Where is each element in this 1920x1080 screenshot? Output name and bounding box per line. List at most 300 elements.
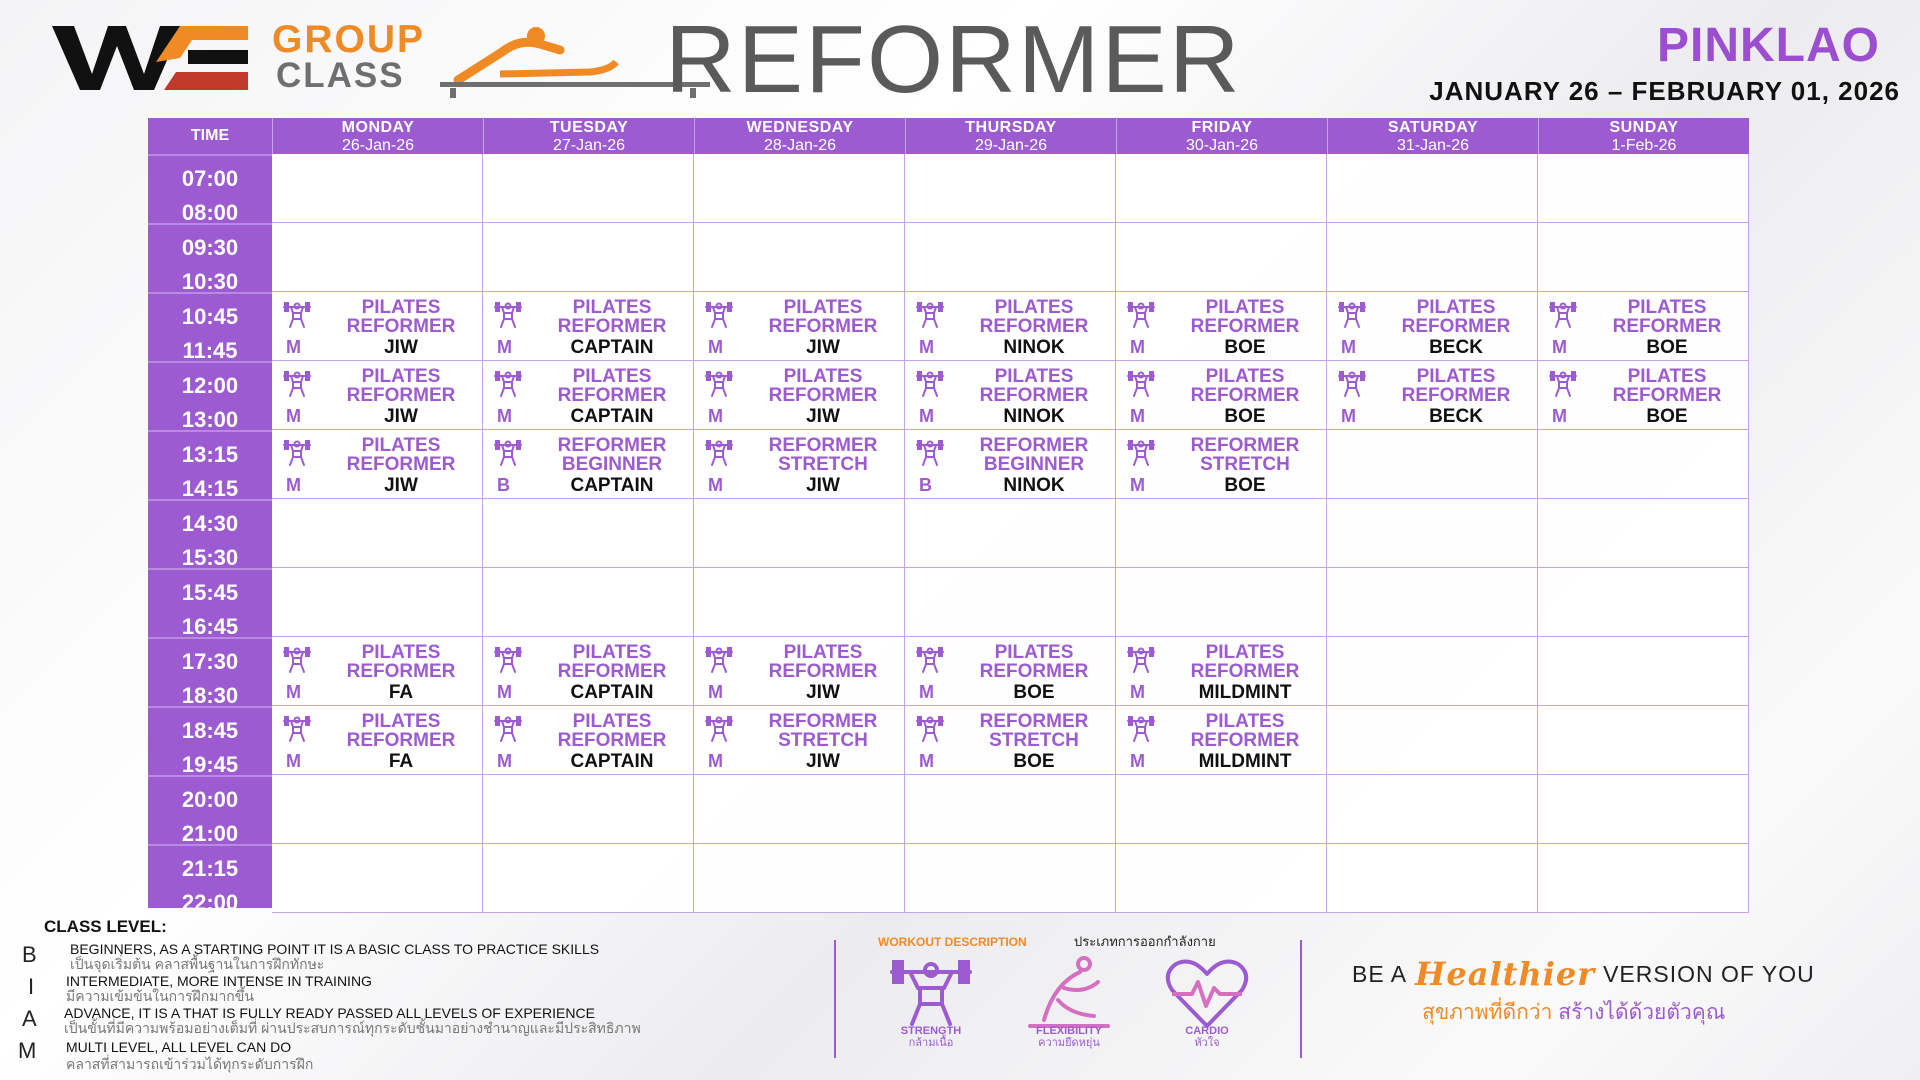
class-level-badge: M bbox=[497, 751, 512, 771]
empty-cell bbox=[905, 568, 1116, 637]
empty-cell bbox=[483, 499, 694, 568]
time-slot bbox=[148, 844, 272, 913]
strength-icon bbox=[282, 714, 312, 744]
coach-name: JIW bbox=[806, 475, 840, 496]
class-name-line1: PILATES bbox=[1416, 297, 1496, 318]
class-cell[interactable] bbox=[272, 637, 483, 706]
slot-start-time: 15:45 bbox=[181, 580, 239, 605]
class-level-badge: M bbox=[286, 475, 301, 495]
slogan-th-rest: สร้างได้ด้วยตัวคุณ bbox=[1558, 1001, 1726, 1024]
strength-icon bbox=[282, 300, 312, 330]
empty-cell bbox=[1327, 844, 1538, 913]
class-name-line2: REFORMER bbox=[1612, 316, 1722, 337]
we-logo-text: WE bbox=[52, 22, 54, 23]
time-slot bbox=[148, 568, 272, 637]
class-level-badge: M bbox=[1552, 337, 1567, 357]
empty-cell bbox=[1327, 637, 1538, 706]
time-slot bbox=[148, 292, 272, 361]
empty-cell bbox=[1538, 706, 1749, 775]
class-name-line1: PILATES bbox=[783, 297, 863, 318]
level-desc-th-b: เป็นจุดเริ่มต้น คลาสพื้นฐานในการฝึกทักษะ bbox=[70, 956, 325, 972]
class-cell[interactable] bbox=[694, 706, 905, 775]
time-slot bbox=[148, 775, 272, 844]
class-name-line1: REFORMER bbox=[979, 435, 1089, 456]
slot-end-time: 11:45 bbox=[182, 338, 238, 363]
level-letter-a: A bbox=[22, 1006, 37, 1031]
strength-icon bbox=[915, 369, 945, 399]
day-header-sunday bbox=[1538, 118, 1749, 154]
class-cell[interactable] bbox=[905, 637, 1116, 706]
level-desc-en-b: BEGINNERS, AS A STARTING POINT IT IS A BASIC CLASS TO PRACTICE SKILLS bbox=[70, 941, 600, 957]
class-cell[interactable] bbox=[483, 430, 694, 499]
class-cell[interactable] bbox=[1116, 430, 1327, 499]
strength-icon bbox=[493, 714, 523, 744]
slot-end-time: 13:00 bbox=[181, 407, 239, 432]
class-level-badge: M bbox=[497, 406, 512, 426]
empty-cell bbox=[272, 844, 483, 913]
empty-cell bbox=[1327, 568, 1538, 637]
class-cell[interactable] bbox=[272, 292, 483, 361]
level-desc-th-a: เป็นขั้นที่มีความพร้อมอย่างเต็มที่ ผ่านประสบการณ์ทุกระดับชั้นมาอย่างชำนาญและมีประสิทธิภาพ bbox=[64, 1020, 641, 1036]
empty-cell bbox=[694, 223, 905, 292]
class-name bbox=[1168, 712, 1322, 750]
empty-cell bbox=[272, 223, 483, 292]
empty-cell bbox=[483, 223, 694, 292]
footer bbox=[0, 910, 1920, 1080]
class-cell[interactable] bbox=[905, 706, 1116, 775]
day-date: 28-Jan-26 bbox=[763, 137, 837, 154]
empty-cell bbox=[1116, 499, 1327, 568]
slot-end-time: 16:45 bbox=[181, 614, 239, 639]
coach-name: JIW bbox=[384, 337, 418, 358]
cardio-label-th: หัวใจ bbox=[1194, 1037, 1220, 1049]
class-name-line1: PILATES bbox=[1205, 642, 1285, 663]
class-name-line2: REFORMER bbox=[346, 730, 456, 751]
class-name-line2: REFORMER bbox=[557, 385, 667, 406]
slogan-pre: BE A bbox=[1352, 961, 1408, 987]
class-name-line1: PILATES bbox=[994, 642, 1074, 663]
strength-icon bbox=[1548, 369, 1578, 399]
class-name-line2: REFORMER bbox=[1190, 385, 1300, 406]
class-cell[interactable] bbox=[272, 430, 483, 499]
empty-cell bbox=[1327, 430, 1538, 499]
date-range: JANUARY 26 – FEBRUARY 01, 2026 bbox=[1429, 76, 1900, 106]
class-name bbox=[957, 298, 1111, 336]
class-level-badge: M bbox=[708, 406, 723, 426]
slot-start-time: 17:30 bbox=[181, 649, 239, 674]
class-name-line2: REFORMER bbox=[557, 316, 667, 337]
time-slot bbox=[148, 154, 272, 223]
class-cell[interactable] bbox=[1327, 292, 1538, 361]
time-slot bbox=[148, 361, 272, 430]
class-name-line1: PILATES bbox=[361, 642, 441, 663]
slogan-th-highlight: สุขภาพที่ดีกว่า bbox=[1422, 1001, 1553, 1024]
strength-icon bbox=[886, 954, 976, 1032]
empty-cell bbox=[694, 844, 905, 913]
class-name-line1: PILATES bbox=[1627, 297, 1707, 318]
level-letter-i: I bbox=[28, 974, 35, 999]
class-name-line2: BEGINNER bbox=[561, 454, 663, 475]
class-level-badge: B bbox=[497, 475, 510, 495]
class-name bbox=[746, 712, 900, 750]
strength-icon bbox=[1126, 714, 1156, 744]
class-level-badge: M bbox=[919, 337, 934, 357]
coach-name: JIW bbox=[384, 475, 418, 496]
strength-icon bbox=[493, 438, 523, 468]
class-name-line1: PILATES bbox=[1627, 366, 1707, 387]
class-level-badge: M bbox=[286, 682, 301, 702]
class-name-line1: PILATES bbox=[572, 297, 652, 318]
class-name-line1: PILATES bbox=[783, 642, 863, 663]
class-name-line1: PILATES bbox=[361, 711, 441, 732]
coach-name: BOE bbox=[1224, 337, 1266, 358]
class-name bbox=[1379, 367, 1533, 405]
class-level-badge: M bbox=[286, 337, 301, 357]
class-level-badge: M bbox=[1130, 406, 1145, 426]
class-name-line2: STRETCH bbox=[989, 730, 1079, 751]
branch-name: PINKLAO bbox=[1657, 19, 1880, 72]
class-level-badge: M bbox=[1341, 337, 1356, 357]
class-name-line1: PILATES bbox=[361, 297, 441, 318]
workout-title: WORKOUT DESCRIPTION bbox=[878, 935, 1027, 949]
slot-start-time: 14:30 bbox=[181, 511, 239, 536]
class-cell[interactable] bbox=[483, 292, 694, 361]
class-name-line2: REFORMER bbox=[1401, 316, 1511, 337]
level-desc-en-a: ADVANCE, IT IS A THAT IS FULLY READY PASSED ALL LEVELS OF EXPERIENCE bbox=[64, 1005, 595, 1021]
day-name: SATURDAY bbox=[1387, 119, 1479, 136]
coach-name: BOE bbox=[1013, 682, 1055, 703]
class-cell[interactable] bbox=[905, 361, 1116, 430]
class-level-badge: M bbox=[1130, 751, 1145, 771]
class-level-badge: M bbox=[1130, 475, 1145, 495]
coach-name: JIW bbox=[806, 751, 840, 772]
time-header: TIME bbox=[190, 127, 230, 144]
we-logo bbox=[52, 22, 250, 94]
class-name bbox=[324, 298, 478, 336]
slot-end-time: 08:00 bbox=[181, 200, 239, 225]
class-name-line2: REFORMER bbox=[1190, 661, 1300, 682]
class-name bbox=[746, 298, 900, 336]
class-cell[interactable] bbox=[1116, 637, 1327, 706]
workout-title-th: ประเภทการออกกำลังกาย bbox=[1074, 934, 1216, 949]
class-level-badge: M bbox=[1552, 406, 1567, 426]
class-cell[interactable] bbox=[1538, 361, 1749, 430]
day-date: 30-Jan-26 bbox=[1185, 137, 1259, 154]
class-cell[interactable] bbox=[1327, 361, 1538, 430]
class-name bbox=[1590, 367, 1744, 405]
class-name-line1: REFORMER bbox=[557, 435, 667, 456]
coach-name: JIW bbox=[806, 406, 840, 427]
empty-cell bbox=[905, 154, 1116, 223]
empty-cell bbox=[1538, 568, 1749, 637]
class-name bbox=[1590, 298, 1744, 336]
class-name bbox=[1168, 367, 1322, 405]
level-letter-m: M bbox=[18, 1038, 37, 1063]
day-name: WEDNESDAY bbox=[746, 119, 854, 136]
empty-cell bbox=[483, 775, 694, 844]
coach-name: JIW bbox=[806, 682, 840, 703]
day-date: 31-Jan-26 bbox=[1396, 137, 1470, 154]
day-name: SUNDAY bbox=[1609, 119, 1679, 136]
strength-icon bbox=[282, 369, 312, 399]
class-name bbox=[1168, 298, 1322, 336]
coach-name: BOE bbox=[1013, 751, 1055, 772]
class-name-line2: REFORMER bbox=[1401, 385, 1511, 406]
empty-cell bbox=[1327, 499, 1538, 568]
class-name bbox=[746, 367, 900, 405]
class-cell[interactable] bbox=[272, 706, 483, 775]
class-name-line2: STRETCH bbox=[778, 730, 868, 751]
time-slot bbox=[148, 430, 272, 499]
class-level-badge: M bbox=[708, 337, 723, 357]
level-desc-th-m: คลาสที่สามารถเข้าร่วมได้ทุกระดับการฝึก bbox=[66, 1056, 314, 1072]
empty-cell bbox=[1538, 844, 1749, 913]
day-name: THURSDAY bbox=[965, 119, 1057, 136]
class-name bbox=[746, 643, 900, 681]
class-name bbox=[1379, 298, 1533, 336]
empty-cell bbox=[272, 154, 483, 223]
empty-cell bbox=[694, 775, 905, 844]
slot-end-time: 21:00 bbox=[181, 821, 239, 846]
class-name-line2: REFORMER bbox=[346, 454, 456, 475]
slot-start-time: 20:00 bbox=[181, 787, 239, 812]
class-cell[interactable] bbox=[1116, 292, 1327, 361]
flexibility-icon bbox=[1024, 954, 1114, 1032]
empty-cell bbox=[1116, 775, 1327, 844]
class-name-line2: REFORMER bbox=[979, 661, 1089, 682]
empty-cell bbox=[905, 223, 1116, 292]
empty-cell bbox=[694, 499, 905, 568]
class-name bbox=[957, 367, 1111, 405]
slogan-en bbox=[1352, 955, 1815, 993]
empty-cell bbox=[1327, 775, 1538, 844]
class-name bbox=[535, 298, 689, 336]
empty-cell bbox=[1327, 223, 1538, 292]
coach-name: CAPTAIN bbox=[570, 682, 654, 703]
level-desc-en-m: MULTI LEVEL, ALL LEVEL CAN DO bbox=[66, 1039, 292, 1055]
day-name: TUESDAY bbox=[549, 119, 629, 136]
divider-right bbox=[1300, 940, 1302, 1058]
class-name-line2: REFORMER bbox=[768, 385, 878, 406]
empty-cell bbox=[483, 568, 694, 637]
coach-name: MILDMINT bbox=[1198, 682, 1292, 703]
class-cell[interactable] bbox=[1116, 361, 1327, 430]
strength-icon bbox=[704, 438, 734, 468]
coach-name: NINOK bbox=[1003, 337, 1065, 358]
strength-icon bbox=[704, 369, 734, 399]
level-letter-b: B bbox=[22, 942, 37, 967]
class-level-badge: M bbox=[1341, 406, 1356, 426]
class-cell[interactable] bbox=[483, 637, 694, 706]
class-name bbox=[324, 436, 478, 474]
class-level-badge: M bbox=[919, 682, 934, 702]
class-cell[interactable] bbox=[1538, 292, 1749, 361]
logo-class-text: CLASS bbox=[276, 56, 405, 95]
class-cell[interactable] bbox=[694, 637, 905, 706]
class-name bbox=[957, 643, 1111, 681]
class-cell[interactable] bbox=[272, 361, 483, 430]
class-level-badge: M bbox=[1130, 337, 1145, 357]
strength-icon bbox=[704, 300, 734, 330]
empty-cell bbox=[905, 775, 1116, 844]
slot-end-time: 18:30 bbox=[181, 683, 239, 708]
class-name bbox=[535, 643, 689, 681]
slot-end-time: 15:30 bbox=[181, 545, 239, 570]
empty-cell bbox=[272, 775, 483, 844]
flexibility-label-th: ความยืดหยุ่น bbox=[1038, 1037, 1100, 1049]
strength-icon bbox=[282, 645, 312, 675]
coach-name: BOE bbox=[1646, 406, 1688, 427]
class-cell[interactable] bbox=[905, 430, 1116, 499]
empty-cell bbox=[1116, 154, 1327, 223]
class-name-line2: REFORMER bbox=[768, 661, 878, 682]
cardio-label: CARDIO bbox=[1185, 1025, 1229, 1037]
class-name-line1: PILATES bbox=[994, 297, 1074, 318]
class-name-line2: STRETCH bbox=[778, 454, 868, 475]
coach-name: BECK bbox=[1429, 406, 1483, 427]
class-name-line2: REFORMER bbox=[768, 316, 878, 337]
coach-name: CAPTAIN bbox=[570, 406, 654, 427]
class-cell[interactable] bbox=[694, 430, 905, 499]
class-name-line1: PILATES bbox=[572, 711, 652, 732]
empty-cell bbox=[694, 568, 905, 637]
empty-cell bbox=[483, 844, 694, 913]
coach-name: FA bbox=[388, 682, 414, 703]
empty-cell bbox=[1538, 499, 1749, 568]
class-level-badge: M bbox=[497, 337, 512, 357]
class-name-line1: PILATES bbox=[1416, 366, 1496, 387]
slot-start-time: 12:00 bbox=[181, 373, 239, 398]
logo-reformer-text: REFORMER bbox=[665, 6, 1242, 113]
slot-start-time: 09:30 bbox=[181, 235, 239, 260]
empty-cell bbox=[1116, 844, 1327, 913]
time-column bbox=[148, 118, 272, 915]
coach-name: JIW bbox=[806, 337, 840, 358]
strength-icon bbox=[493, 300, 523, 330]
strength-label: STRENGTH bbox=[900, 1025, 962, 1037]
class-name-line2: REFORMER bbox=[346, 385, 456, 406]
coach-name: MILDMINT bbox=[1198, 751, 1292, 772]
class-cell[interactable] bbox=[1116, 706, 1327, 775]
slot-end-time: 22:00 bbox=[181, 890, 239, 915]
day-date: 27-Jan-26 bbox=[552, 137, 626, 154]
class-name bbox=[324, 643, 478, 681]
class-name-line1: PILATES bbox=[783, 366, 863, 387]
class-name bbox=[1168, 436, 1322, 474]
class-name-line1: REFORMER bbox=[1190, 435, 1300, 456]
class-name bbox=[535, 367, 689, 405]
empty-cell bbox=[1538, 637, 1749, 706]
coach-name: CAPTAIN bbox=[570, 337, 654, 358]
class-level-badge: M bbox=[708, 682, 723, 702]
class-cell[interactable] bbox=[483, 361, 694, 430]
time-slot bbox=[148, 223, 272, 292]
coach-name: NINOK bbox=[1003, 475, 1065, 496]
strength-icon bbox=[1126, 369, 1156, 399]
strength-icon bbox=[493, 645, 523, 675]
coach-name: NINOK bbox=[1003, 406, 1065, 427]
class-name bbox=[1168, 643, 1322, 681]
class-name-line2: REFORMER bbox=[1612, 385, 1722, 406]
class-level-badge: B bbox=[919, 475, 932, 495]
class-name-line1: PILATES bbox=[994, 366, 1074, 387]
strength-icon bbox=[1126, 300, 1156, 330]
slot-start-time: 10:45 bbox=[181, 304, 239, 329]
class-level-badge: M bbox=[286, 751, 301, 771]
coach-name: CAPTAIN bbox=[570, 475, 654, 496]
class-name-line2: REFORMER bbox=[1190, 730, 1300, 751]
class-level-badge: M bbox=[497, 682, 512, 702]
strength-icon bbox=[704, 714, 734, 744]
class-name-line2: REFORMER bbox=[557, 730, 667, 751]
day-header-saturday bbox=[1327, 118, 1538, 154]
class-cell[interactable] bbox=[905, 292, 1116, 361]
empty-cell bbox=[694, 154, 905, 223]
day-date: 1-Feb-26 bbox=[1611, 137, 1677, 154]
class-cell[interactable] bbox=[694, 292, 905, 361]
class-name-line1: PILATES bbox=[1205, 366, 1285, 387]
empty-cell bbox=[905, 499, 1116, 568]
class-name bbox=[957, 712, 1111, 750]
slogan-post: VERSION OF YOU bbox=[1603, 961, 1815, 987]
empty-cell bbox=[1538, 154, 1749, 223]
class-level-title: CLASS LEVEL: bbox=[44, 917, 167, 936]
slot-start-time: 21:15 bbox=[181, 856, 239, 881]
class-cell[interactable] bbox=[483, 706, 694, 775]
slot-end-time: 14:15 bbox=[181, 476, 239, 501]
class-name-line2: REFORMER bbox=[1190, 316, 1300, 337]
class-cell[interactable] bbox=[694, 361, 905, 430]
class-name bbox=[957, 436, 1111, 474]
day-header-monday bbox=[272, 118, 483, 154]
class-level-badge: M bbox=[708, 475, 723, 495]
class-name-line2: REFORMER bbox=[557, 661, 667, 682]
empty-cell bbox=[1116, 568, 1327, 637]
day-header-thursday bbox=[905, 118, 1116, 154]
strength-icon bbox=[915, 300, 945, 330]
class-name bbox=[535, 436, 689, 474]
empty-cell bbox=[1116, 223, 1327, 292]
day-header-tuesday bbox=[483, 118, 694, 154]
coach-name: BOE bbox=[1224, 406, 1266, 427]
class-level-badge: M bbox=[1130, 682, 1145, 702]
class-name-line2: REFORMER bbox=[346, 316, 456, 337]
class-name-line1: REFORMER bbox=[768, 711, 878, 732]
flexibility-label: FLEXIBILITY bbox=[1036, 1025, 1102, 1037]
schedule-grid bbox=[148, 118, 1748, 915]
day-date: 29-Jan-26 bbox=[974, 137, 1048, 154]
level-desc-en-i: INTERMEDIATE, MORE INTENSE IN TRAINING bbox=[66, 973, 372, 989]
strength-icon bbox=[282, 438, 312, 468]
logo-group-text: GROUP bbox=[272, 18, 426, 61]
class-name-line2: STRETCH bbox=[1200, 454, 1290, 475]
empty-cell bbox=[272, 568, 483, 637]
day-name: FRIDAY bbox=[1191, 119, 1253, 136]
strength-icon bbox=[915, 438, 945, 468]
class-name-line1: PILATES bbox=[1205, 711, 1285, 732]
empty-cell bbox=[483, 154, 694, 223]
slot-end-time: 19:45 bbox=[181, 752, 239, 777]
coach-name: CAPTAIN bbox=[570, 751, 654, 772]
empty-cell bbox=[1327, 154, 1538, 223]
day-header-friday bbox=[1116, 118, 1327, 154]
divider-left bbox=[834, 940, 836, 1058]
coach-name: BOE bbox=[1646, 337, 1688, 358]
time-slot bbox=[148, 706, 272, 775]
class-level-badge: M bbox=[919, 751, 934, 771]
time-slot bbox=[148, 637, 272, 706]
class-name-line1: PILATES bbox=[1205, 297, 1285, 318]
